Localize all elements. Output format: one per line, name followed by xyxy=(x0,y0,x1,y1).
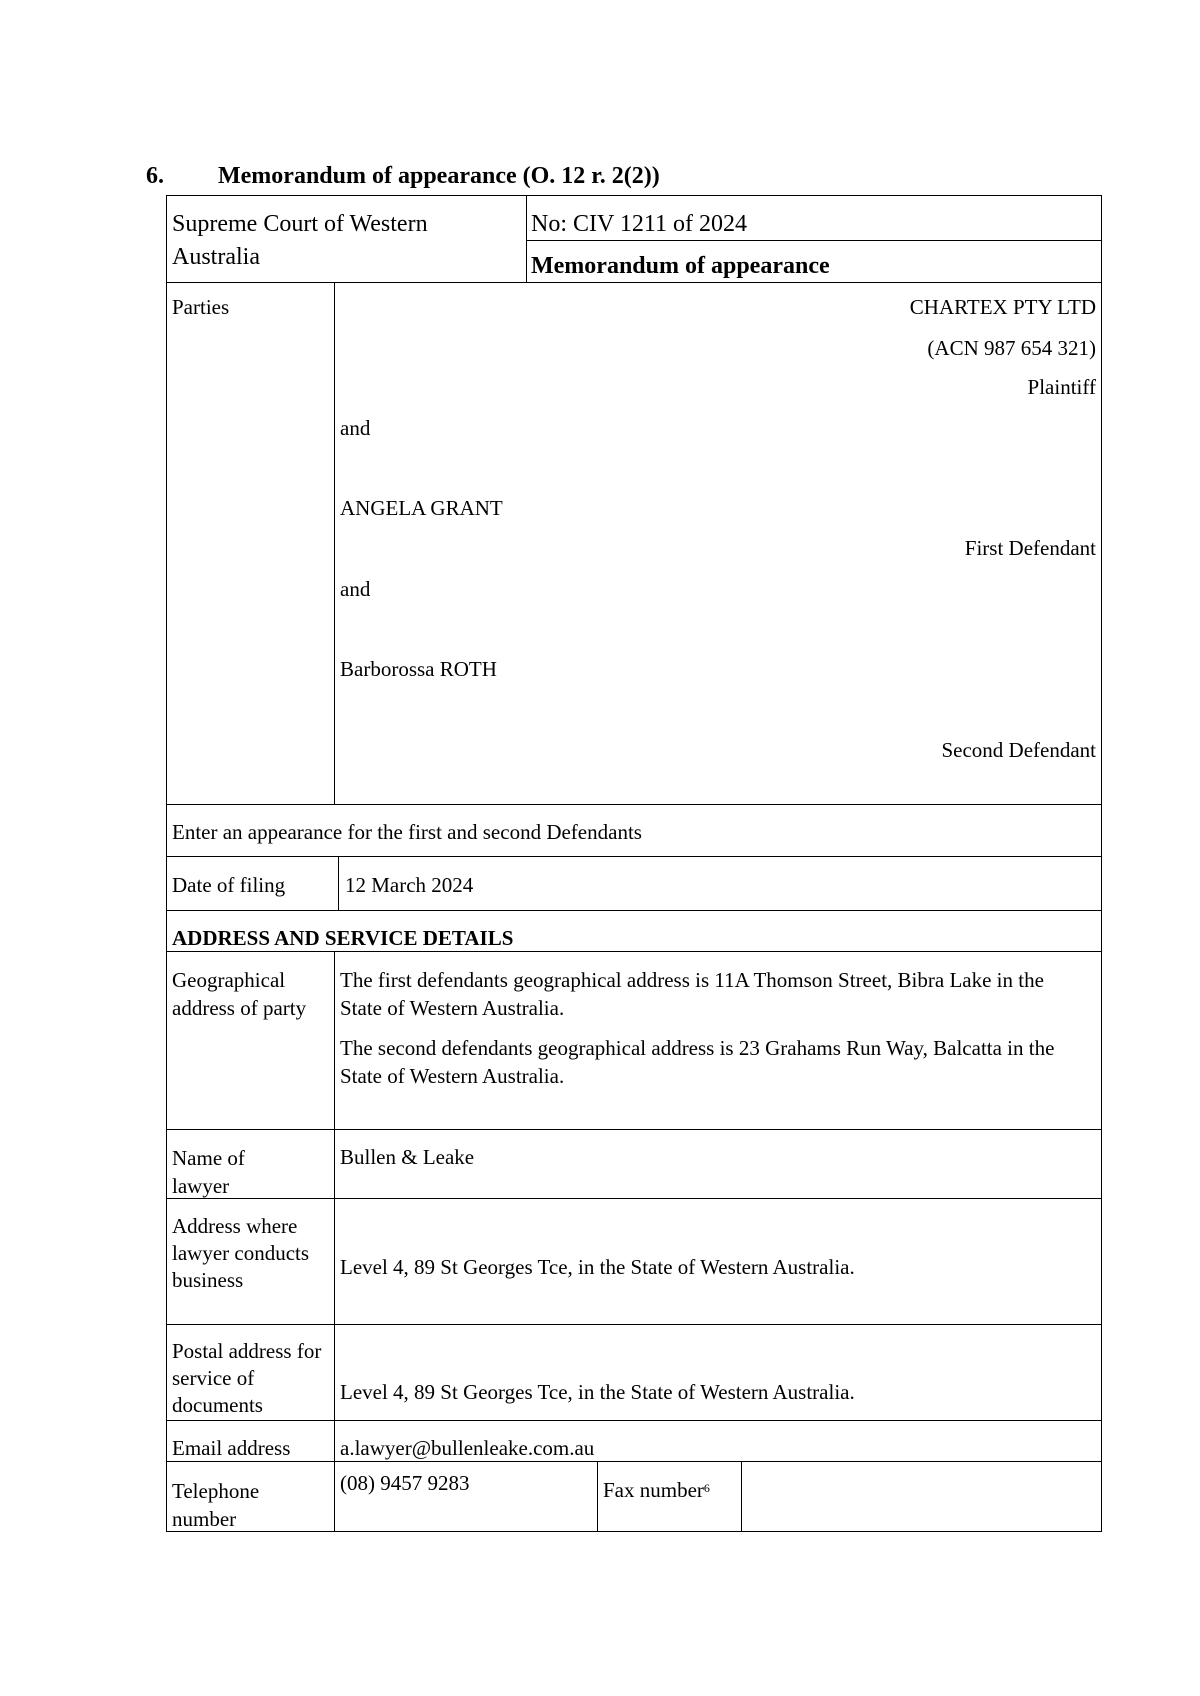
postal-address-label: Postal address for service of documents xyxy=(172,1339,322,1417)
court-name: Supreme Court of Western Australia xyxy=(172,211,428,270)
business-address-value: Level 4, 89 St Georges Tce, in the State of Western Australia. xyxy=(340,1255,855,1279)
email-value: a.lawyer@bullenleake.com.au xyxy=(340,1436,595,1460)
geo-address-label: Geographical address of party xyxy=(172,968,307,1020)
plaintiff-acn: (ACN 987 654 321) xyxy=(927,336,1096,360)
fax-value-cell xyxy=(741,1461,1102,1532)
fax-footnote-marker: 6 xyxy=(703,1481,710,1495)
section-number: 6. xyxy=(146,163,164,189)
geo-address-first: The first defendants geographical address is 11A Thomson Street, Bibra Lake in the State of Western Australia. xyxy=(340,968,1044,1020)
lawyer-label: Name of lawyer xyxy=(172,1146,245,1198)
postal-address-value: Level 4, 89 St Georges Tce, in the State of Western Australia. xyxy=(340,1380,855,1404)
business-address-label: Address where lawyer conducts business xyxy=(172,1214,310,1292)
email-label: Email address xyxy=(172,1436,291,1460)
and-separator-2: and xyxy=(340,577,371,601)
telephone-value: (08) 9457 9283 xyxy=(340,1471,470,1495)
fax-label xyxy=(603,1477,710,1504)
geo-address-second: The second defendants geographical address is 23 Grahams Run Way, Balcatta in the State of Western Australia. xyxy=(340,1036,1055,1088)
parties-label-cell xyxy=(166,282,335,805)
first-defendant-name: ANGELA GRANT xyxy=(340,496,503,520)
address-section-title: ADDRESS AND SERVICE DETAILS xyxy=(172,926,514,950)
fax-label-text: Fax number xyxy=(603,1478,704,1502)
plaintiff-name: CHARTEX PTY LTD xyxy=(909,295,1096,319)
appearance-statement: Enter an appearance for the first and second Defendants xyxy=(172,820,642,844)
postal-address-value-cell xyxy=(334,1324,1102,1421)
plaintiff-role: Plaintiff xyxy=(1027,375,1096,399)
parties-label: Parties xyxy=(172,295,230,319)
second-defendant-name: Barborossa ROTH xyxy=(340,657,497,681)
section-heading xyxy=(146,163,660,190)
case-number: No: CIV 1211 of 2024 xyxy=(531,211,747,237)
form-title: Memorandum of appearance xyxy=(531,253,830,279)
first-defendant-role: First Defendant xyxy=(964,536,1096,560)
telephone-label: Telephone number xyxy=(172,1479,260,1531)
section-title: Memorandum of appearance (O. 12 r. 2(2)) xyxy=(218,163,660,189)
lawyer-name: Bullen & Leake xyxy=(340,1145,475,1169)
filing-label: Date of filing xyxy=(172,873,286,897)
and-separator-1: and xyxy=(340,416,371,440)
filing-date: 12 March 2024 xyxy=(345,873,474,897)
second-defendant-role: Second Defendant xyxy=(941,738,1096,762)
